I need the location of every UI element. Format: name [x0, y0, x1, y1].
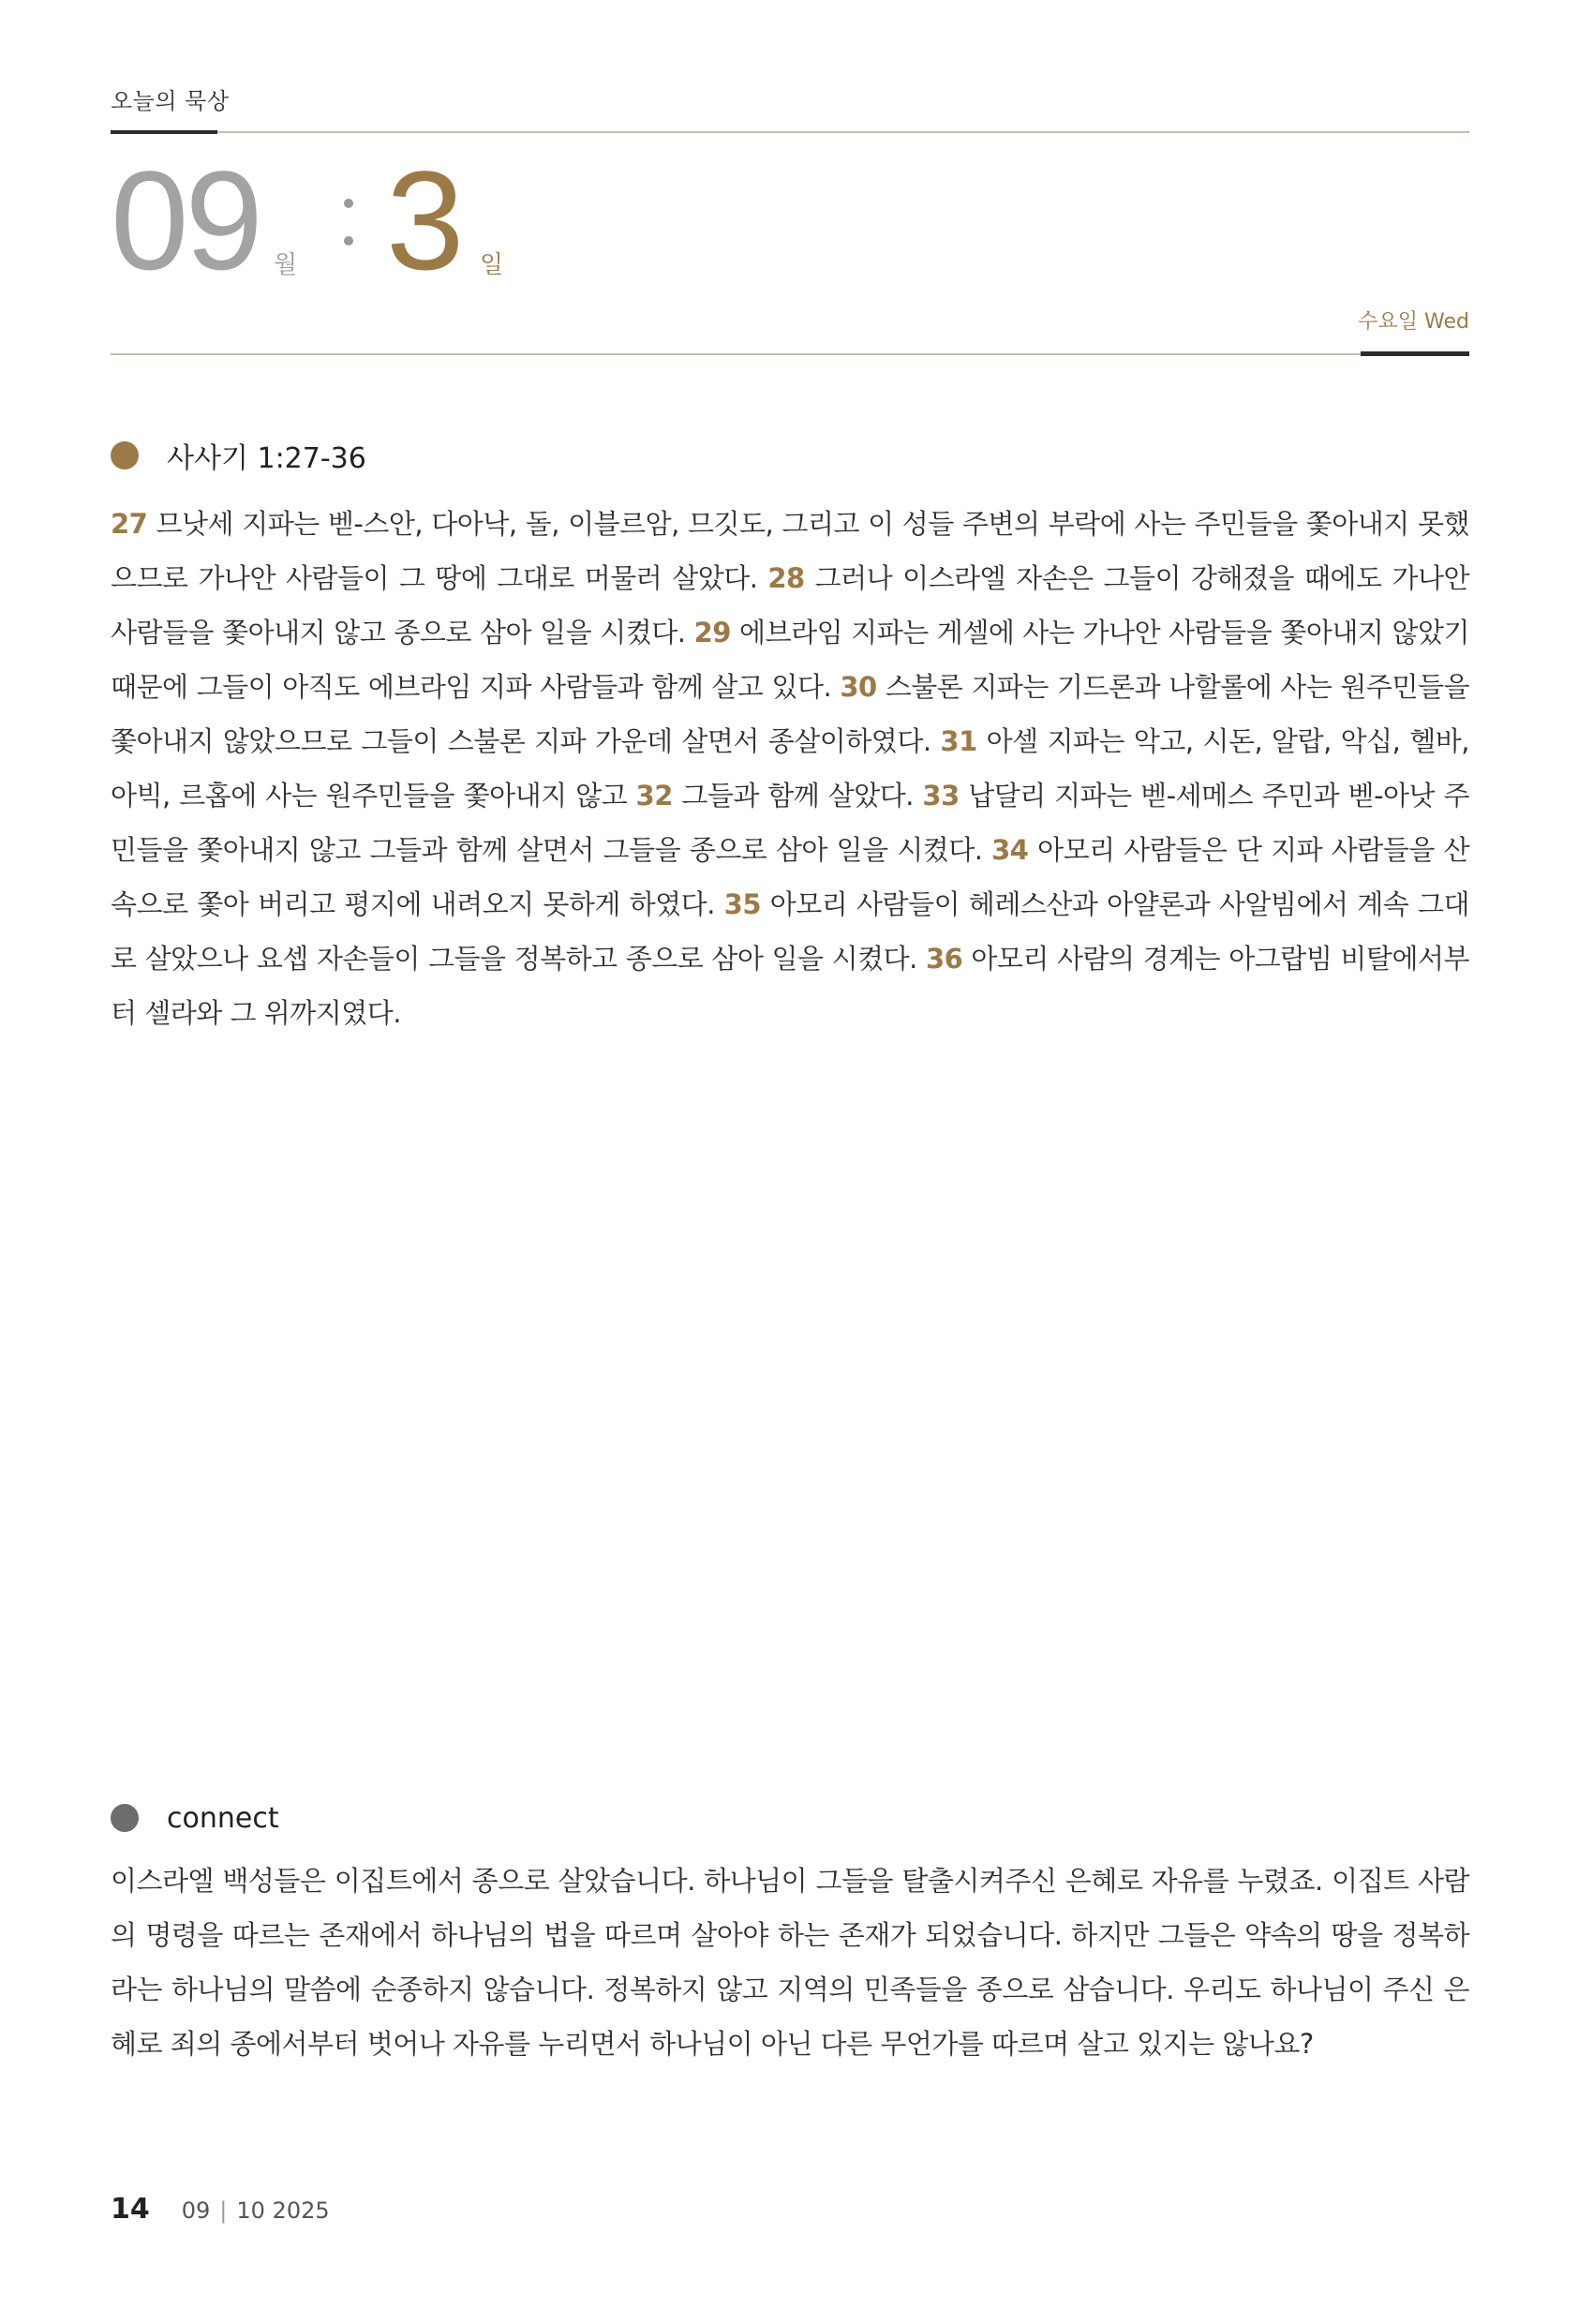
verse-text: 그러나 이스라엘 자손은 그들이 강해졌을 때에도 가나안 사람들을 쫓아내지 않고 종으로 삼아 일을 시켰다.: [111, 562, 1469, 648]
date-divider-accent: [1361, 351, 1469, 356]
day-number: 3: [386, 142, 465, 299]
month-number: 09: [111, 142, 260, 299]
verse-number: 35: [723, 888, 762, 920]
issue-month: 09: [181, 2197, 211, 2224]
day-unit: 일: [480, 251, 504, 279]
verse-number: 29: [693, 617, 731, 648]
verse-number: 28: [767, 562, 805, 594]
verse-text: 그들과 함께 살았다.: [672, 780, 923, 812]
verse-text: 아셀 지파는 악고, 시돈, 알랍, 악십, 헬바, 아빅, 르홉에 사는 원주민들을 쫓아내지 않고: [111, 725, 1469, 812]
verse-text: 납달리 지파는 벧-세메스 주민과 벧-아낫 주민들을 쫓아내지 않고 그들과 함께 살면서 그들을 종으로 삼아 일을 시켰다.: [111, 780, 1469, 866]
verse-number: 31: [940, 725, 977, 757]
verse-text: 아모리 사람들은 단 지파 사람들을 산 속으로 쫓아 버리고 평지에 내려오지 못하게 하였다.: [111, 834, 1469, 920]
verse-number: 30: [840, 671, 877, 703]
date-colon: [342, 199, 355, 255]
connect-title: connect: [167, 1801, 279, 1835]
date-divider: [111, 353, 1469, 355]
bullet-icon: [111, 441, 139, 469]
verse-number: 36: [925, 943, 963, 975]
header-divider-accent: [111, 130, 217, 134]
page-footer: [111, 2193, 330, 2226]
header-divider: [111, 131, 1469, 133]
verse-text: 므낫세 지파는 벧-스안, 다아낙, 돌, 이블르암, 므깃도, 그리고 이 성들 주변의 부락에 사는 주민들을 쫓아내지 못했으므로 가나안 사람들이 그 땅에 그대로 머물러 살았다.: [111, 508, 1469, 594]
passage-heading: [111, 437, 366, 474]
connect-heading: [111, 1799, 279, 1837]
verse-number: 27: [111, 508, 148, 540]
verse-number: 34: [991, 834, 1029, 866]
bullet-icon: [111, 1804, 139, 1832]
issue-date: 10 2025: [236, 2197, 330, 2224]
page-number: 14: [111, 2193, 150, 2226]
verse-text: 스불론 지파는 기드론과 나할롤에 사는 원주민들을 쫓아내지 않았으므로 그들이 스불론 지파 가운데 살면서 종살이하였다.: [111, 671, 1469, 757]
verse-text: 에브라임 지파는 게셀에 사는 가나안 사람들을 쫓아내지 않았기 때문에 그들이 아직도 에브라임 지파 사람들과 함께 살고 있다.: [111, 617, 1469, 703]
verse-number: 33: [922, 780, 960, 812]
month-unit: 월: [274, 251, 298, 279]
footer-separator: |: [219, 2197, 228, 2224]
scripture-passage: [111, 497, 1469, 1040]
verse-number: 32: [635, 780, 673, 812]
connect-body: 이스라엘 백성들은 이집트에서 종으로 살았습니다. 하나님이 그들을 탈출시켜주신 은혜로 자유를 누렸죠. 이집트 사람의 명령을 따르는 존재에서 하나님의 법을 따르며 살아야 하는 존재가 되었습니다. 하지만 그들은 약속의 땅을 정복하라는 하나님의 말씀에 순종하지 않습니다. 정복하지 않고 지역의 민족들을 종으로 삼습니다. 우리도 하나님이 주신 은혜로 죄의 종에서부터 벗어나 자유를 누리면서 하나님이 아닌 다른 무언가를 따르며 살고 있지는 않나요?: [111, 1865, 1469, 2060]
verse-text: 아모리 사람들이 헤레스산과 아얄론과 사알빔에서 계속 그대로 살았으나 요셉 자손들이 그들을 정복하고 종으로 삼아 일을 시켰다.: [111, 888, 1469, 975]
verse-text: 아모리 사람의 경계는 아그랍빔 비탈에서부터 셀라와 그 위까지였다.: [111, 943, 1469, 1029]
section-label: 오늘의 묵상: [111, 88, 230, 114]
weekday-label: 수요일 Wed: [1358, 310, 1469, 334]
passage-reference: 사사기 1:27-36: [167, 442, 366, 475]
